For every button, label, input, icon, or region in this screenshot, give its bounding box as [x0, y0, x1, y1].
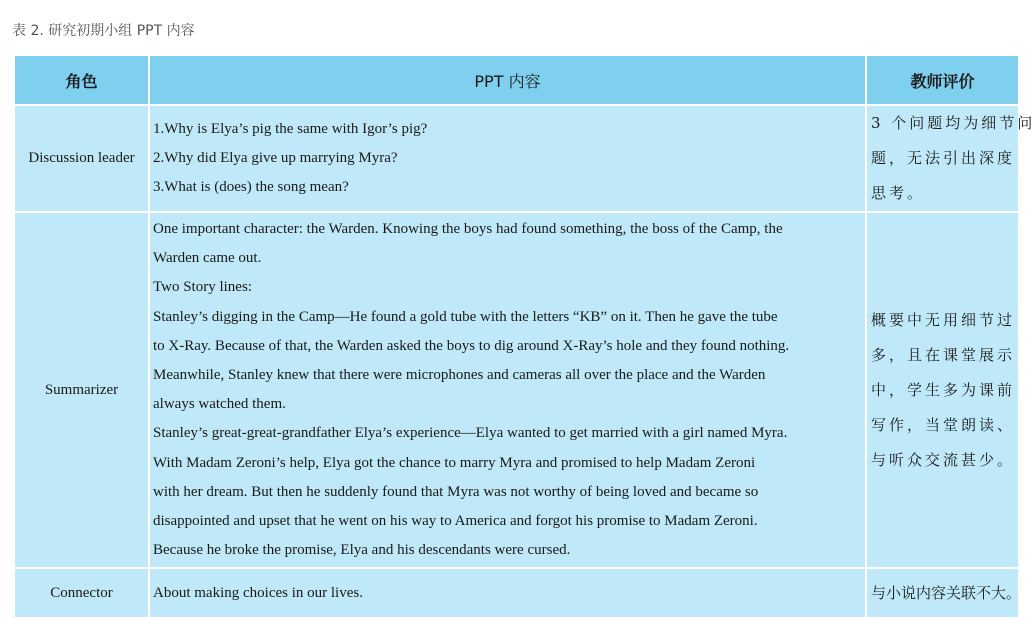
content-line: About making choices in our lives. — [153, 584, 363, 601]
content-line: 2.Why did Elya give up marrying Myra? — [153, 149, 398, 166]
evaluation-line: 题，无法引出深度 — [871, 149, 1016, 167]
evaluation-cell — [867, 106, 1035, 211]
role-cell: Summarizer — [15, 213, 148, 567]
content-line: Meanwhile, Stanley knew that there were microphones and cameras all over the place and the Warden — [153, 367, 766, 384]
content-line: Warden came out. — [153, 250, 262, 267]
header-ppt-content: PPT 内容 — [150, 56, 865, 104]
content-line: Two Story lines: — [153, 279, 252, 296]
header-teacher-evaluation: 教师评价 — [867, 56, 1018, 104]
ppt-content-table — [13, 54, 1035, 619]
evaluation-line: 思考。 — [871, 184, 926, 202]
evaluation-cell — [867, 213, 1018, 567]
role-cell: Discussion leader — [15, 106, 148, 211]
content-line: Stanley’s digging in the Camp—He found a gold tube with the letters “KB” on it. Then he gave the tube — [153, 308, 778, 325]
evaluation-line: 与小说内容关联不大。 — [871, 583, 1022, 602]
evaluation-line: 与听众交流甚少。 — [871, 450, 1016, 469]
content-line: to X-Ray. Because of that, the Warden asked the boys to dig around X-Ray’s hole and they found nothing. — [153, 337, 790, 354]
table-header-row — [15, 56, 1018, 104]
table-row — [15, 569, 1018, 617]
evaluation-line: 中，学生多为课前 — [871, 380, 1016, 399]
content-line: Because he broke the promise, Elya and his descendants were cursed. — [153, 542, 571, 559]
content-line: 1.Why is Elya’s pig the same with Igor’s pig? — [153, 120, 428, 137]
table-caption: 表 2. 研究初期小组 PPT 内容 — [12, 23, 195, 39]
header-role: 角色 — [15, 56, 148, 104]
table-row — [15, 106, 1018, 211]
evaluation-line: 概要中无用细节过 — [871, 310, 1016, 329]
content-line: With Madam Zeroni’s help, Elya got the chance to marry Myra and promised to help Madam Zeroni — [153, 454, 756, 471]
content-line: always watched them. — [153, 396, 286, 413]
evaluation-cell — [867, 569, 1022, 617]
content-line: One important character: the Warden. Knowing the boys had found something, the boss of the Camp, the — [153, 221, 783, 237]
evaluation-line: 3 个问题均为细节问 — [871, 114, 1035, 132]
evaluation-line: 多，且在课堂展示 — [871, 345, 1016, 364]
content-cell — [150, 106, 865, 211]
table-row — [15, 213, 1018, 567]
role-cell: Connector — [15, 569, 148, 617]
content-line: 3.What is (does) the song mean? — [153, 179, 349, 196]
content-line: with her dream. But then he suddenly found that Myra was not worthy of being loved and became so — [153, 483, 759, 500]
content-cell — [150, 569, 865, 617]
content-cell — [150, 213, 865, 567]
content-line: Stanley’s great-great-grandfather Elya’s experience—Elya wanted to get married with a girl named Myra. — [153, 425, 788, 442]
evaluation-line: 写作，当堂朗读、 — [871, 415, 1016, 434]
content-line: disappointed and upset that he went on his way to America and forgot his promise to Madam Zeroni. — [153, 513, 758, 530]
